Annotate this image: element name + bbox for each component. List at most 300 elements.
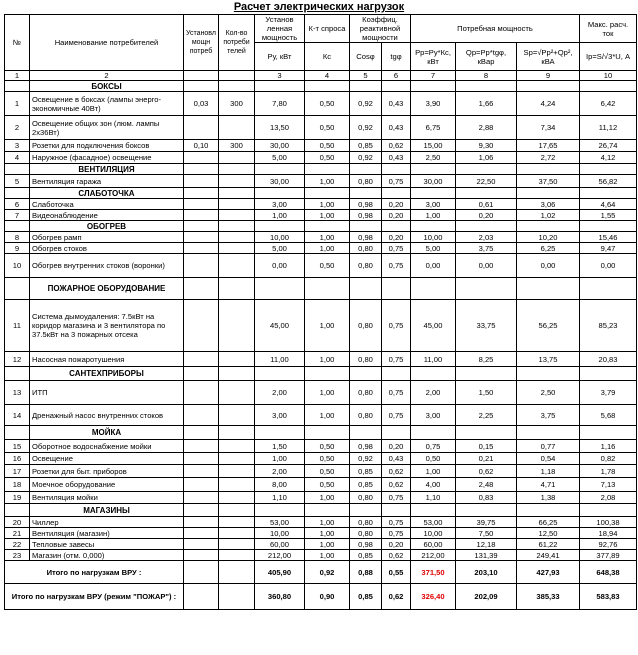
total-value: 0,92 [305, 561, 350, 584]
electrical-load-table [4, 14, 637, 610]
value-cell: 1,00 [305, 539, 350, 550]
value-cell: 0,00 [456, 254, 517, 278]
value-cell: 0,80 [350, 175, 382, 188]
value-cell: 60,00 [411, 539, 456, 550]
consumer-name: Тепловые завесы [30, 539, 184, 550]
value-cell: 4,71 [517, 478, 580, 492]
column-number: 9 [517, 71, 580, 81]
consumer-name: Наружное (фасадное) освещение [30, 152, 184, 164]
value-cell: 3,00 [411, 405, 456, 426]
value-cell: 1,16 [580, 440, 637, 453]
value-cell: 2,72 [517, 152, 580, 164]
value-cell: 0,50 [305, 440, 350, 453]
value-cell: 1,00 [305, 300, 350, 352]
table-row [5, 254, 637, 278]
value-cell: 1,00 [305, 232, 350, 243]
value-cell: 0,43 [382, 453, 411, 465]
value-cell: 3,75 [456, 243, 517, 254]
value-cell: 0,92 [350, 92, 382, 116]
value-cell: 0,50 [305, 465, 350, 478]
empty-cell [184, 367, 219, 381]
total-value: 0,88 [350, 561, 382, 584]
consumer-name: Насосная пожаротушения [30, 352, 184, 367]
table-row [5, 492, 637, 504]
total-value: 202,09 [456, 584, 517, 610]
value-cell: 1,00 [305, 405, 350, 426]
value-cell: 10,00 [411, 528, 456, 539]
consumer-name: Вентиляция гаража [30, 175, 184, 188]
column-number-row [5, 71, 637, 81]
value-cell [219, 352, 255, 367]
value-cell: 0,92 [350, 152, 382, 164]
empty-cell [219, 584, 255, 610]
value-cell [184, 232, 219, 243]
value-cell: 212,00 [411, 550, 456, 561]
value-cell: 30,00 [255, 140, 305, 152]
value-cell: 0,80 [350, 405, 382, 426]
value-cell: 0,75 [382, 300, 411, 352]
empty-cell [184, 81, 219, 92]
value-cell: 2,00 [255, 381, 305, 405]
table-row [5, 199, 637, 210]
section-title: ОБОГРЕВ [30, 221, 184, 232]
section-row [5, 221, 637, 232]
section-spacer [5, 278, 30, 300]
empty-cell [517, 367, 580, 381]
value-cell [219, 199, 255, 210]
empty-cell [382, 504, 411, 517]
value-cell: 0,00 [580, 254, 637, 278]
value-cell: 0,85 [350, 550, 382, 561]
column-number: 5 [350, 71, 382, 81]
table-row [5, 175, 637, 188]
empty-cell [255, 81, 305, 92]
value-cell [184, 254, 219, 278]
value-cell: 0,77 [517, 440, 580, 453]
value-cell [219, 539, 255, 550]
value-cell: 33,75 [456, 300, 517, 352]
value-cell [219, 152, 255, 164]
value-cell [219, 210, 255, 221]
value-cell: 0,20 [382, 232, 411, 243]
value-cell [184, 440, 219, 453]
value-cell: 7,13 [580, 478, 637, 492]
header-num: № [5, 15, 30, 71]
value-cell: 0,75 [382, 528, 411, 539]
value-cell: 0,20 [456, 210, 517, 221]
empty-cell [580, 164, 637, 175]
table-row [5, 243, 637, 254]
value-cell: 0,75 [382, 175, 411, 188]
value-cell: 6,42 [580, 92, 637, 116]
table-row [5, 152, 637, 164]
empty-cell [219, 164, 255, 175]
value-cell: 2,00 [255, 465, 305, 478]
empty-cell [580, 221, 637, 232]
row-number: 4 [5, 152, 30, 164]
empty-cell [411, 221, 456, 232]
row-number: 1 [5, 92, 30, 116]
value-cell: 1,00 [305, 210, 350, 221]
value-cell: 2,08 [580, 492, 637, 504]
value-cell: 0,85 [350, 140, 382, 152]
value-cell: 53,00 [255, 517, 305, 528]
value-cell [184, 116, 219, 140]
value-cell: 131,39 [456, 550, 517, 561]
empty-cell [411, 164, 456, 175]
value-cell: 8,25 [456, 352, 517, 367]
value-cell: 300 [219, 140, 255, 152]
total-value: 648,38 [580, 561, 637, 584]
empty-cell [580, 188, 637, 199]
value-cell [184, 381, 219, 405]
value-cell: 1,50 [255, 440, 305, 453]
value-cell: 2,00 [411, 381, 456, 405]
empty-cell [350, 188, 382, 199]
value-cell [184, 300, 219, 352]
value-cell [184, 405, 219, 426]
value-cell: 6,25 [517, 243, 580, 254]
value-cell: 0,83 [456, 492, 517, 504]
section-row [5, 81, 637, 92]
table-row [5, 528, 637, 539]
value-cell: 5,00 [255, 243, 305, 254]
value-cell: 1,66 [456, 92, 517, 116]
value-cell: 60,00 [255, 539, 305, 550]
value-cell: 15,00 [411, 140, 456, 152]
row-number: 3 [5, 140, 30, 152]
empty-cell [411, 504, 456, 517]
table-row [5, 300, 637, 352]
value-cell: 85,23 [580, 300, 637, 352]
empty-cell [580, 81, 637, 92]
empty-cell [184, 561, 219, 584]
empty-cell [411, 81, 456, 92]
value-cell [219, 453, 255, 465]
empty-cell [255, 426, 305, 440]
value-cell: 56,25 [517, 300, 580, 352]
table-row [5, 465, 637, 478]
value-cell [219, 465, 255, 478]
empty-cell [456, 188, 517, 199]
value-cell: 1,10 [255, 492, 305, 504]
value-cell: 11,00 [255, 352, 305, 367]
empty-cell [255, 504, 305, 517]
value-cell [184, 243, 219, 254]
value-cell: 53,00 [411, 517, 456, 528]
empty-cell [350, 164, 382, 175]
value-cell: 0,62 [382, 140, 411, 152]
header-installed: Установ ленная мощность [255, 15, 305, 43]
section-title: ВЕНТИЛЯЦИЯ [30, 164, 184, 175]
value-cell [184, 517, 219, 528]
value-cell: 0,98 [350, 539, 382, 550]
value-cell: 1,00 [305, 517, 350, 528]
value-cell [184, 539, 219, 550]
value-cell: 13,75 [517, 352, 580, 367]
value-cell: 0,98 [350, 199, 382, 210]
empty-cell [382, 164, 411, 175]
empty-cell [184, 504, 219, 517]
empty-cell [255, 367, 305, 381]
value-cell: 10,20 [517, 232, 580, 243]
consumer-name: Розетки для подключения боксов [30, 140, 184, 152]
empty-cell [305, 164, 350, 175]
value-cell: 0,85 [350, 478, 382, 492]
column-number: 3 [255, 71, 305, 81]
empty-cell [456, 367, 517, 381]
section-title: ПОЖАРНОЕ ОБОРУДОВАНИЕ [30, 278, 184, 300]
section-row [5, 367, 637, 381]
empty-cell [305, 221, 350, 232]
total-value: 0,62 [382, 584, 411, 610]
empty-cell [305, 278, 350, 300]
table-row [5, 140, 637, 152]
value-cell: 0,00 [255, 254, 305, 278]
value-cell: 39,75 [456, 517, 517, 528]
empty-cell [184, 426, 219, 440]
value-cell [219, 405, 255, 426]
header-sp: Sр=√Рр²+Qр², кВА [517, 43, 580, 71]
empty-cell [350, 504, 382, 517]
value-cell: 12,50 [517, 528, 580, 539]
empty-cell [456, 504, 517, 517]
value-cell: 3,00 [255, 199, 305, 210]
value-cell: 212,00 [255, 550, 305, 561]
consumer-name: Освещение в боксах (лампы энерго-экономичные 40Вт) [30, 92, 184, 116]
value-cell: 0,50 [411, 453, 456, 465]
value-cell: 2,48 [456, 478, 517, 492]
consumer-name: Видеонаблюдение [30, 210, 184, 221]
table-row [5, 517, 637, 528]
value-cell: 0,50 [305, 140, 350, 152]
value-cell: 0,80 [350, 517, 382, 528]
row-number: 21 [5, 528, 30, 539]
section-row [5, 426, 637, 440]
value-cell [184, 453, 219, 465]
value-cell: 0,92 [350, 453, 382, 465]
value-cell [219, 381, 255, 405]
section-spacer [5, 164, 30, 175]
value-cell: 0,80 [350, 254, 382, 278]
consumer-name: Вентиляция (магазин) [30, 528, 184, 539]
empty-cell [517, 278, 580, 300]
empty-cell [411, 367, 456, 381]
value-cell: 1,55 [580, 210, 637, 221]
value-cell: 30,00 [255, 175, 305, 188]
value-cell: 1,00 [305, 352, 350, 367]
value-cell: 1,02 [517, 210, 580, 221]
value-cell: 10,00 [255, 232, 305, 243]
value-cell [219, 528, 255, 539]
value-cell: 0,62 [382, 478, 411, 492]
value-cell: 2,50 [411, 152, 456, 164]
empty-cell [350, 278, 382, 300]
consumer-name: Розетки для быт. приборов [30, 465, 184, 478]
value-cell: 0,21 [456, 453, 517, 465]
value-cell: 0,80 [350, 492, 382, 504]
header-cos: Cosφ [350, 43, 382, 71]
value-cell: 11,00 [411, 352, 456, 367]
value-cell [184, 528, 219, 539]
header-qp: Qр=Рр*tgφ, кВар [456, 43, 517, 71]
column-number [219, 71, 255, 81]
consumer-name: Оборотное водоснабжение мойки [30, 440, 184, 453]
row-number: 17 [5, 465, 30, 478]
section-spacer [5, 367, 30, 381]
value-cell: 9,47 [580, 243, 637, 254]
empty-cell [517, 426, 580, 440]
table-row [5, 92, 637, 116]
value-cell: 0,80 [350, 381, 382, 405]
empty-cell [456, 81, 517, 92]
value-cell: 0,75 [382, 517, 411, 528]
column-number: 1 [5, 71, 30, 81]
section-title: БОКСЫ [30, 81, 184, 92]
value-cell: 1,10 [411, 492, 456, 504]
value-cell: 2,50 [517, 381, 580, 405]
value-cell: 0,43 [382, 92, 411, 116]
value-cell: 1,18 [517, 465, 580, 478]
value-cell: 22,50 [456, 175, 517, 188]
total-value: 427,93 [517, 561, 580, 584]
consumer-name: Освещение [30, 453, 184, 465]
value-cell: 10,00 [411, 232, 456, 243]
value-cell: 17,65 [517, 140, 580, 152]
total-row [5, 561, 637, 584]
empty-cell [456, 221, 517, 232]
value-cell: 0,85 [350, 465, 382, 478]
empty-cell [184, 164, 219, 175]
value-cell: 1,06 [456, 152, 517, 164]
empty-cell [184, 188, 219, 199]
section-spacer [5, 81, 30, 92]
value-cell: 1,00 [255, 453, 305, 465]
value-cell [184, 492, 219, 504]
empty-cell [219, 81, 255, 92]
total-value: 0,55 [382, 561, 411, 584]
total-value: 583,83 [580, 584, 637, 610]
section-spacer [5, 504, 30, 517]
value-cell: 26,74 [580, 140, 637, 152]
section-title: САНТЕХПРИБОРЫ [30, 367, 184, 381]
value-cell: 7,50 [456, 528, 517, 539]
value-cell: 0,50 [305, 152, 350, 164]
value-cell: 0,80 [350, 300, 382, 352]
header-reactive: Коэффиц. реактивной мощности [350, 15, 411, 43]
value-cell: 0,50 [305, 478, 350, 492]
value-cell: 3,00 [255, 405, 305, 426]
header-name: Наименование потребителей [30, 15, 184, 71]
empty-cell [382, 426, 411, 440]
empty-cell [219, 188, 255, 199]
empty-cell [456, 278, 517, 300]
value-cell: 0,98 [350, 440, 382, 453]
value-cell [184, 152, 219, 164]
value-cell: 0,50 [305, 92, 350, 116]
value-cell: 0,43 [382, 152, 411, 164]
row-number: 22 [5, 539, 30, 550]
empty-cell [382, 81, 411, 92]
section-title: МАГАЗИНЫ [30, 504, 184, 517]
value-cell: 0,75 [382, 492, 411, 504]
row-number: 2 [5, 116, 30, 140]
table-row [5, 381, 637, 405]
value-cell: 45,00 [411, 300, 456, 352]
table-body [5, 81, 637, 610]
empty-cell [219, 561, 255, 584]
empty-cell [456, 426, 517, 440]
value-cell: 0,00 [411, 254, 456, 278]
value-cell: 66,25 [517, 517, 580, 528]
value-cell: 0,20 [382, 539, 411, 550]
value-cell: 5,00 [255, 152, 305, 164]
header-ip: Iр=S/√3*U, А [580, 43, 637, 71]
empty-cell [350, 81, 382, 92]
value-cell: 7,34 [517, 116, 580, 140]
empty-cell [382, 188, 411, 199]
section-row [5, 164, 637, 175]
value-cell: 10,00 [255, 528, 305, 539]
consumer-name: Обогрев стоков [30, 243, 184, 254]
row-number: 5 [5, 175, 30, 188]
value-cell: 0,50 [305, 116, 350, 140]
value-cell: 1,00 [305, 550, 350, 561]
empty-cell [350, 221, 382, 232]
value-cell: 0,54 [517, 453, 580, 465]
empty-cell [219, 367, 255, 381]
column-number: 10 [580, 71, 637, 81]
table-row [5, 232, 637, 243]
value-cell: 61,22 [517, 539, 580, 550]
section-row [5, 188, 637, 199]
empty-cell [219, 221, 255, 232]
row-number: 20 [5, 517, 30, 528]
header-kc-symbol: Кс [305, 43, 350, 71]
value-cell: 0,03 [184, 92, 219, 116]
value-cell [184, 478, 219, 492]
page-title: Расчет электрических нагрузок [233, 1, 405, 13]
value-cell [219, 300, 255, 352]
consumer-name: Система дымоудаления: 7.5кВт на коридор магазина и 3 вентилятора по 37.5кВт на 3 пожарных отсека [30, 300, 184, 352]
value-cell: 0,75 [382, 381, 411, 405]
value-cell: 377,89 [580, 550, 637, 561]
consumer-name: Вентиляция мойки [30, 492, 184, 504]
empty-cell [580, 426, 637, 440]
row-number: 9 [5, 243, 30, 254]
value-cell: 1,50 [456, 381, 517, 405]
value-cell: 7,80 [255, 92, 305, 116]
empty-cell [255, 164, 305, 175]
empty-cell [219, 426, 255, 440]
value-cell: 0,75 [382, 254, 411, 278]
header-tg: tgφ [382, 43, 411, 71]
value-cell: 0,98 [350, 232, 382, 243]
consumer-name: Освещение общих зон (люм. лампы 2х36Вт) [30, 116, 184, 140]
table-row [5, 550, 637, 561]
value-cell: 0,00 [517, 254, 580, 278]
value-cell: 13,50 [255, 116, 305, 140]
consumer-name: Обогрев внутренних стоков (воронки) [30, 254, 184, 278]
empty-cell [350, 426, 382, 440]
consumer-name: Обогрев рамп [30, 232, 184, 243]
row-number: 18 [5, 478, 30, 492]
total-value: 405,90 [255, 561, 305, 584]
value-cell [219, 478, 255, 492]
value-cell: 0,20 [382, 199, 411, 210]
empty-cell [255, 188, 305, 199]
header-kc: К-т спроса [305, 15, 350, 43]
